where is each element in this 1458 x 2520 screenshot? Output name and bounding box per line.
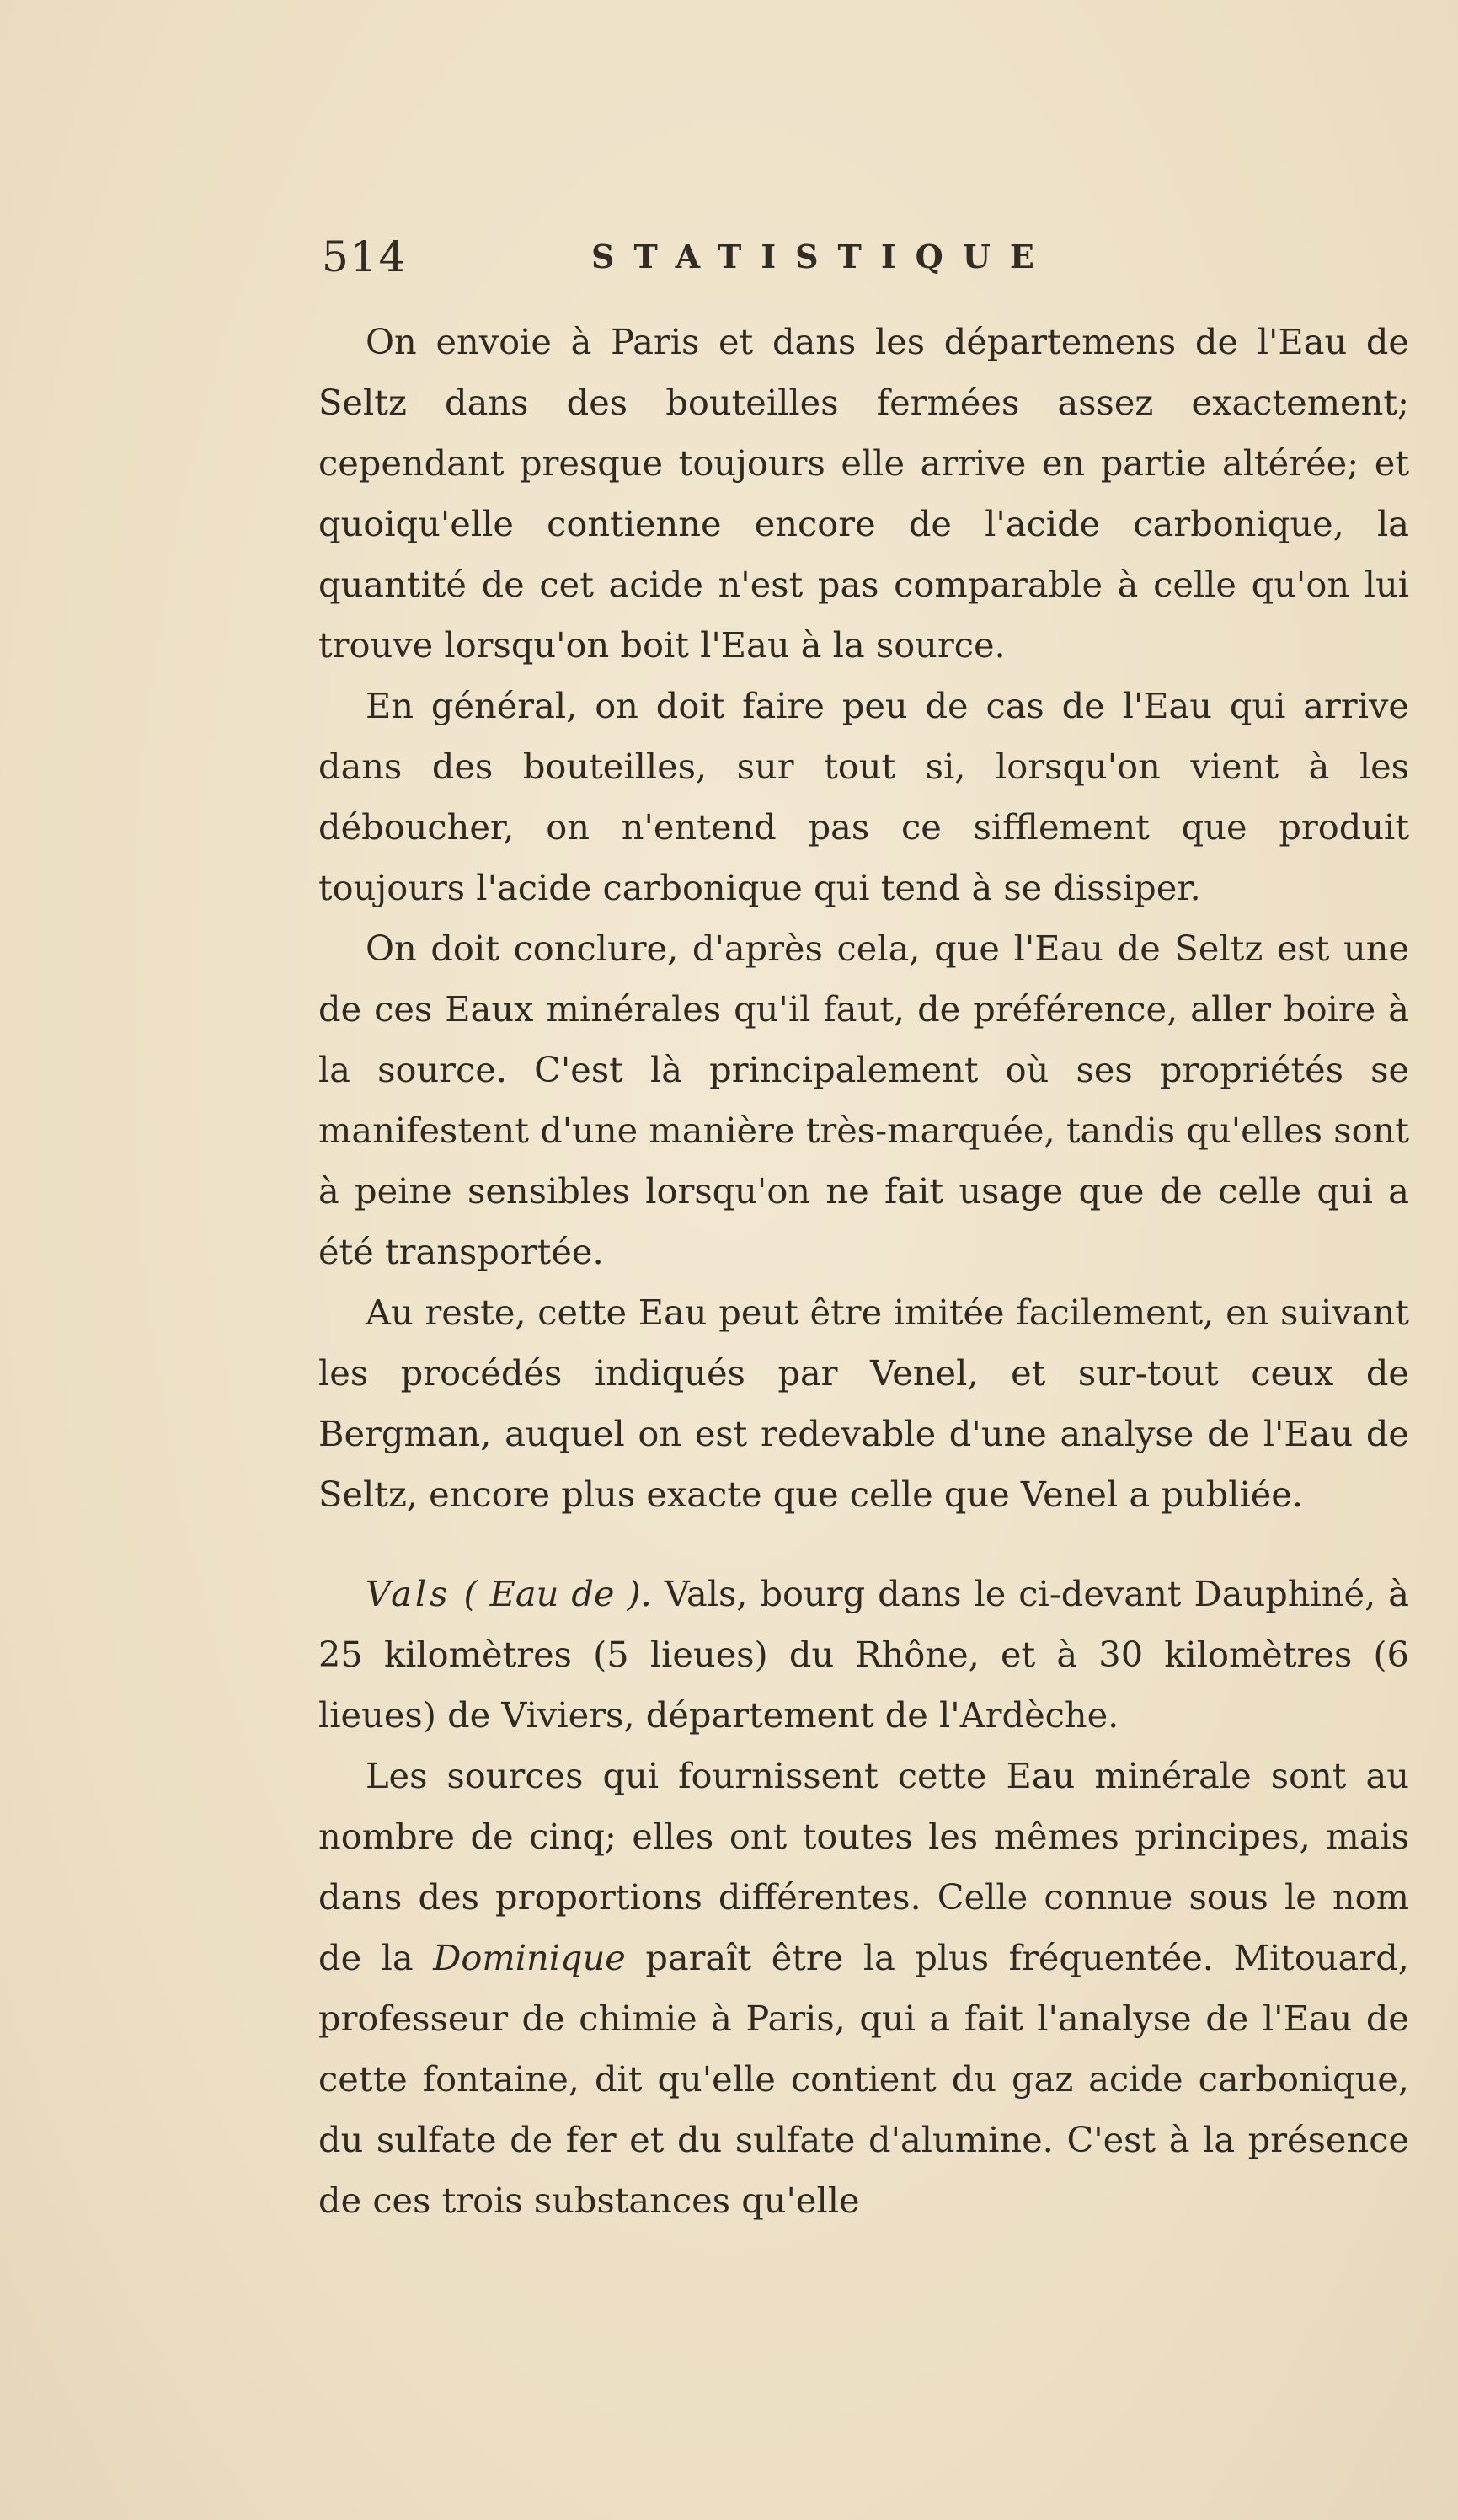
- page-header: [322, 233, 1417, 283]
- entry-heading-vals: Vals: [366, 1573, 451, 1614]
- paragraph-vals-entry: [318, 1564, 1409, 1746]
- vals-description: Vals, bourg dans le ci-devant Dauphiné, à 25 kilomètres (5 lieues) du Rhône, et à 30 kilomètres (6 lieues) de Viviers, département de l'Ardèche.: [318, 1573, 1409, 1736]
- page-number: 514: [322, 233, 408, 281]
- sources-text-b: paraît être la plus fréquentée. Mitouard, professeur de chimie à Paris, qui a fait l'analyse de l'Eau de cette fontaine, dit qu'elle contient du gaz acide carbonique, du sulfate de fer et du sulfate d'alumine. C'est à la présence de ces trois substances qu'elle: [318, 1937, 1409, 2221]
- running-title: STATISTIQUE: [591, 238, 1054, 276]
- paragraph-seltz-bottles: En général, on doit faire peu de cas de l'Eau qui arrive dans des bouteilles, sur tout si, lorsqu'on vient à les déboucher, on n'entend pas ce sifflement que produit toujours l'acide carbonique qui tend à se dissiper.: [318, 685, 1409, 908]
- entry-heading-sub: ( Eau de ).: [463, 1573, 652, 1614]
- paragraph-seltz-imitation: Au reste, cette Eau peut être imitée facilement, en suivant les procédés indiqués par Venel, et sur-tout ceux de Bergman, auquel on est redevable d'une analyse de l'Eau de Seltz, encore plus exacte que celle que Venel a publiée.: [318, 1292, 1409, 1515]
- source-name-dominique: Dominique: [433, 1937, 626, 1978]
- paragraph-seltz-transport: On envoie à Paris et dans les départemens de l'Eau de Seltz dans des bouteilles fermées assez exactement; cependant presque toujours elle arrive en partie altérée; et quoiqu'elle contienne encore de l'acide carbonique, la quantité de cet acide n'est pas comparable à celle qu'on lui trouve lorsqu'on boit l'Eau à la source.: [318, 321, 1409, 666]
- body-text: [318, 312, 1409, 2231]
- paragraph-vals-sources: [318, 1746, 1409, 2231]
- sources-text-a: Les sources qui fournissent cette Eau minérale sont au nombre de cinq; elles ont toutes les mêmes principes, mais dans des proportions différentes. Celle connue sous le nom de la: [318, 1755, 1409, 1978]
- paragraph-seltz-conclusion: On doit conclure, d'après cela, que l'Eau de Seltz est une de ces Eaux minérales qu'il faut, de préférence, aller boire à la source. C'est là principalement où ses propriétés se manifestent d'une manière très-marquée, tandis qu'elles sont à peine sensibles lorsqu'on ne fait usage que de celle qui a été transportée.: [318, 928, 1409, 1272]
